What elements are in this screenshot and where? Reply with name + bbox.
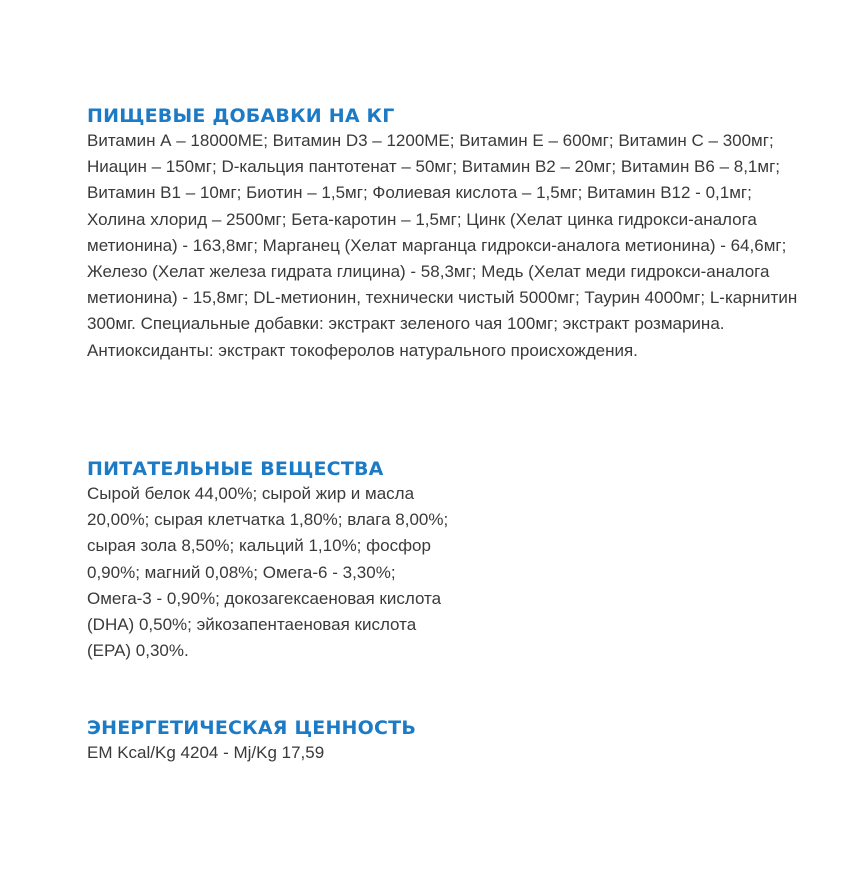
energy-heading: ЭНЕРГЕТИЧЕСКАЯ ЦЕННОСТЬ	[87, 717, 417, 739]
nutrients-section	[87, 457, 463, 664]
supplements-heading: ПИЩЕВЫЕ ДОБАВКИ НА КГ	[87, 105, 395, 127]
supplements-section	[87, 104, 799, 364]
supplements-text: Витамин А – 18000МЕ; Витамин D3 – 1200МЕ; Витамин Е – 600мг; Витамин С – 300мг; Ниацин – 150мг; D-кальция пантотенат – 50мг; Витамин В2 – 20мг; Витамин В6 – 8,1мг; Витамин В1 – 10мг; Биотин – 1,5мг; Фолиевая кислота – 1,5мг; Витамин В12 - 0,1мг; Холина хлорид – 2500мг; Бета-каротин – 1,5мг; Цинк (Хелат цинка гидрокси-аналога метионина) - 163,8мг; Марганец (Хелат марганца гидрокси-аналога метионина) - 64,6мг; Железо (Хелат железа гидрата глицина) - 58,3мг; Медь (Хелат меди гидрокси-аналога метионина) - 15,8мг; DL-метионин, технически чистый 5000мг; Таурин 4000мг; L-карнитин 300мг. Специальные добавки: экстракт зеленого чая 100мг; экстракт розмарина. Антиоксиданты: экстракт токоферолов натурального происхождения.	[87, 131, 798, 360]
nutrients-text: Сырой белок 44,00%; сырой жир и масла 20,00%; сырая клетчатка 1,80%; влага 8,00%; сырая зола 8,50%; кальций 1,10%; фосфор 0,90%; магний 0,08%; Омега-6 - 3,30%; Омега-3 - 0,90%; докозагексаеновая кислота (DHA) 0,50%; эйкозапентаеновая кислота (EPA) 0,30%.	[87, 484, 449, 661]
energy-text: EM Kcal/Kg 4204 - Mj/Kg 17,59	[87, 743, 325, 762]
nutrients-heading: ПИТАТЕЛЬНЫЕ ВЕЩЕСТВА	[87, 458, 384, 480]
energy-section	[87, 716, 587, 766]
